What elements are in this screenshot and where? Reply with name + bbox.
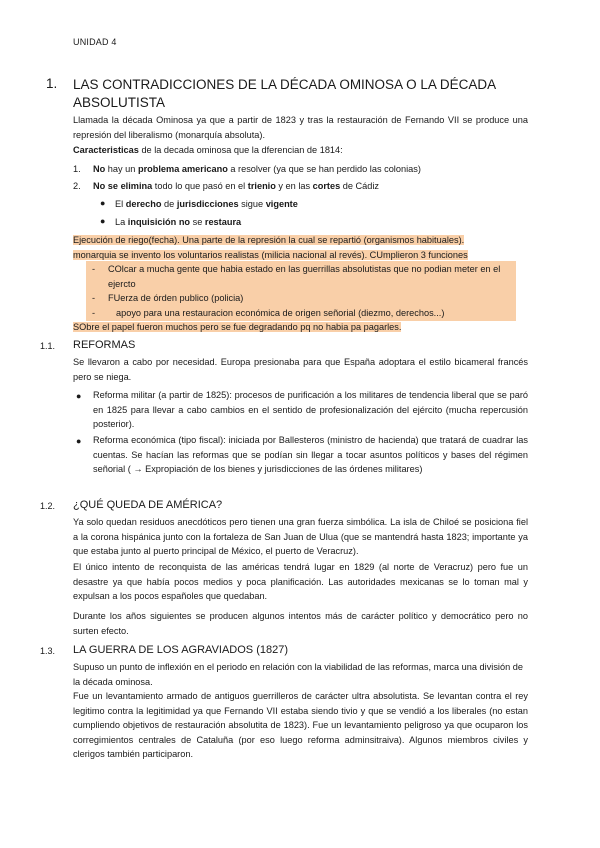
section-1-title: LAS CONTRADICCIONES DE LA DÉCADA OMINOSA O LA DÉCADA ABSOLUTISTA <box>73 77 496 110</box>
characteristics-line <box>73 143 343 158</box>
highlight-final: SObre el papel fueron muchos pero se fue degradando pq no habia pa pagarles. <box>73 322 402 332</box>
section-1-1-number: 1.1. <box>40 341 56 351</box>
unit-header: UNIDAD 4 <box>73 37 117 47</box>
america-paragraph: Durante los años siguientes se producen algunos intentos más de carácter político y democrático pero no surten efecto. <box>73 611 528 636</box>
characteristics-rest: de la decada ominosa que la dferencian de 1814: <box>138 145 343 155</box>
america-paragraph: El único intento de reconquista de las américas tendrá lugar en 1829 (al norte de Veracruz) pero fue un desastre ya que había pocos medios y poca planificación. Las autoridades mexicanas se lo toman mal y expulsan a los pocos españoles que quedaban. <box>73 562 528 602</box>
highlight-dash-item: COlcar a mucha gente que habia estado en las guerrillas absolutistas que no podian meter en el ejercto <box>108 264 501 289</box>
highlight-dash-item: apoyo para una restauracion económica de origen señorial (diezmo, derechos...) <box>116 308 445 318</box>
section-1-3-number: 1.3. <box>40 646 56 656</box>
america-paragraph: Ya solo quedan residuos anecdóticos pero tienen una gran fuerza simbólica. La isla de Chiloé se posiciona fiel a la corona hispánica junto con la fortaleza de San Juan de Ulua (que se mantendrá hasta 1823; importante ya que estaba junto al puerto principal de México, el puerto de Veracruz). <box>73 517 528 557</box>
highlight-line: monarquia se invento los voluntarios realistas (milicia nacional al revés). CUmplieron 3 funciones <box>73 250 468 260</box>
reform-bullet-economic: Reforma económica (tipo fiscal): iniciada por Ballesteros (ministro de hacienda) que tratará de cuadrar las cuentas. Se hacían las reformas que se podían sin llegar a tocar asuntos políticos y bases del régimen señorial ( → Expropiación de los bienes y jurisdicciones de las órdenes militares) <box>93 435 528 475</box>
bullet-icon: ● <box>100 198 106 208</box>
dash-marker: - <box>92 308 96 318</box>
agraviados-paragraph: Supuso un punto de inflexión en el periodo en relación con la viabilidad de las reformas, marca una división de la década ominosa. <box>73 662 523 687</box>
list-item: 1. No hay un problema americano a resolver (ya que se han perdido las colonias) <box>73 164 421 174</box>
dash-marker: - <box>92 264 96 274</box>
bullet-icon: ● <box>76 436 82 446</box>
section-1-intro: Llamada la década Ominosa ya que a partir de 1823 y tras la restauración de Fernando VII se produce una represión del liberalismo (monarquía absoluta). <box>73 115 528 140</box>
highlight-dash-item: FUerza de órden publico (policia) <box>108 293 244 303</box>
dash-marker: - <box>92 293 96 303</box>
section-1-1-intro: Se llevaron a cabo por necesidad. Europa presionaba para que España adoptara el estilo bicameral francés pero se niega. <box>73 357 528 382</box>
section-1-1-title: REFORMAS <box>73 339 136 351</box>
section-1-3-title: LA GUERRA DE LOS AGRAVIADOS (1827) <box>73 644 288 656</box>
section-1-2-number: 1.2. <box>40 501 56 511</box>
bullet-icon: ● <box>76 391 82 401</box>
characteristics-label: Caracteristicas <box>73 145 139 155</box>
sub-bullet-item: El derecho de jurisdicciones sigue vigente <box>115 199 298 209</box>
list-item: 2. No se elimina todo lo que pasó en el trienio y en las cortes de Cádiz <box>73 181 380 191</box>
section-1-number: 1. <box>46 76 58 91</box>
reform-bullet-military: Reforma militar (a partir de 1825): procesos de purificación a los militares de tendencia liberal que se paró en 1825 para llevar a cabo cambios en el sentido de profesionalización del ejército (mucha repercusión posterior). <box>93 390 528 430</box>
highlight-line: Ejecución de riego(fecha). Una parte de la represión la cual se repartió (organismos habituales). <box>73 235 465 245</box>
sub-bullet-item: La inquisición no se restaura <box>115 217 242 227</box>
bullet-icon: ● <box>100 216 106 226</box>
section-1-2-title: ¿QUÉ QUEDA DE AMÉRICA? <box>73 499 223 511</box>
agraviados-paragraph: Fue un levantamiento armado de antiguos guerrilleros de carácter ultra absolutista. Se levantan contra el rey legitimo contra la legitimidad ya que Fernando VII estaba siendo tivio y que se vendió a los liberales (no estan cumpliendo objetivos de restauración absolutita de 1823). Fue un levantamiento peligroso ya que ocuparon los corregimientos centrales de Cataluña (por eso luego reforma adminsitraiva). Algunos miembros civiles y clerigos también participaron. <box>73 691 528 760</box>
